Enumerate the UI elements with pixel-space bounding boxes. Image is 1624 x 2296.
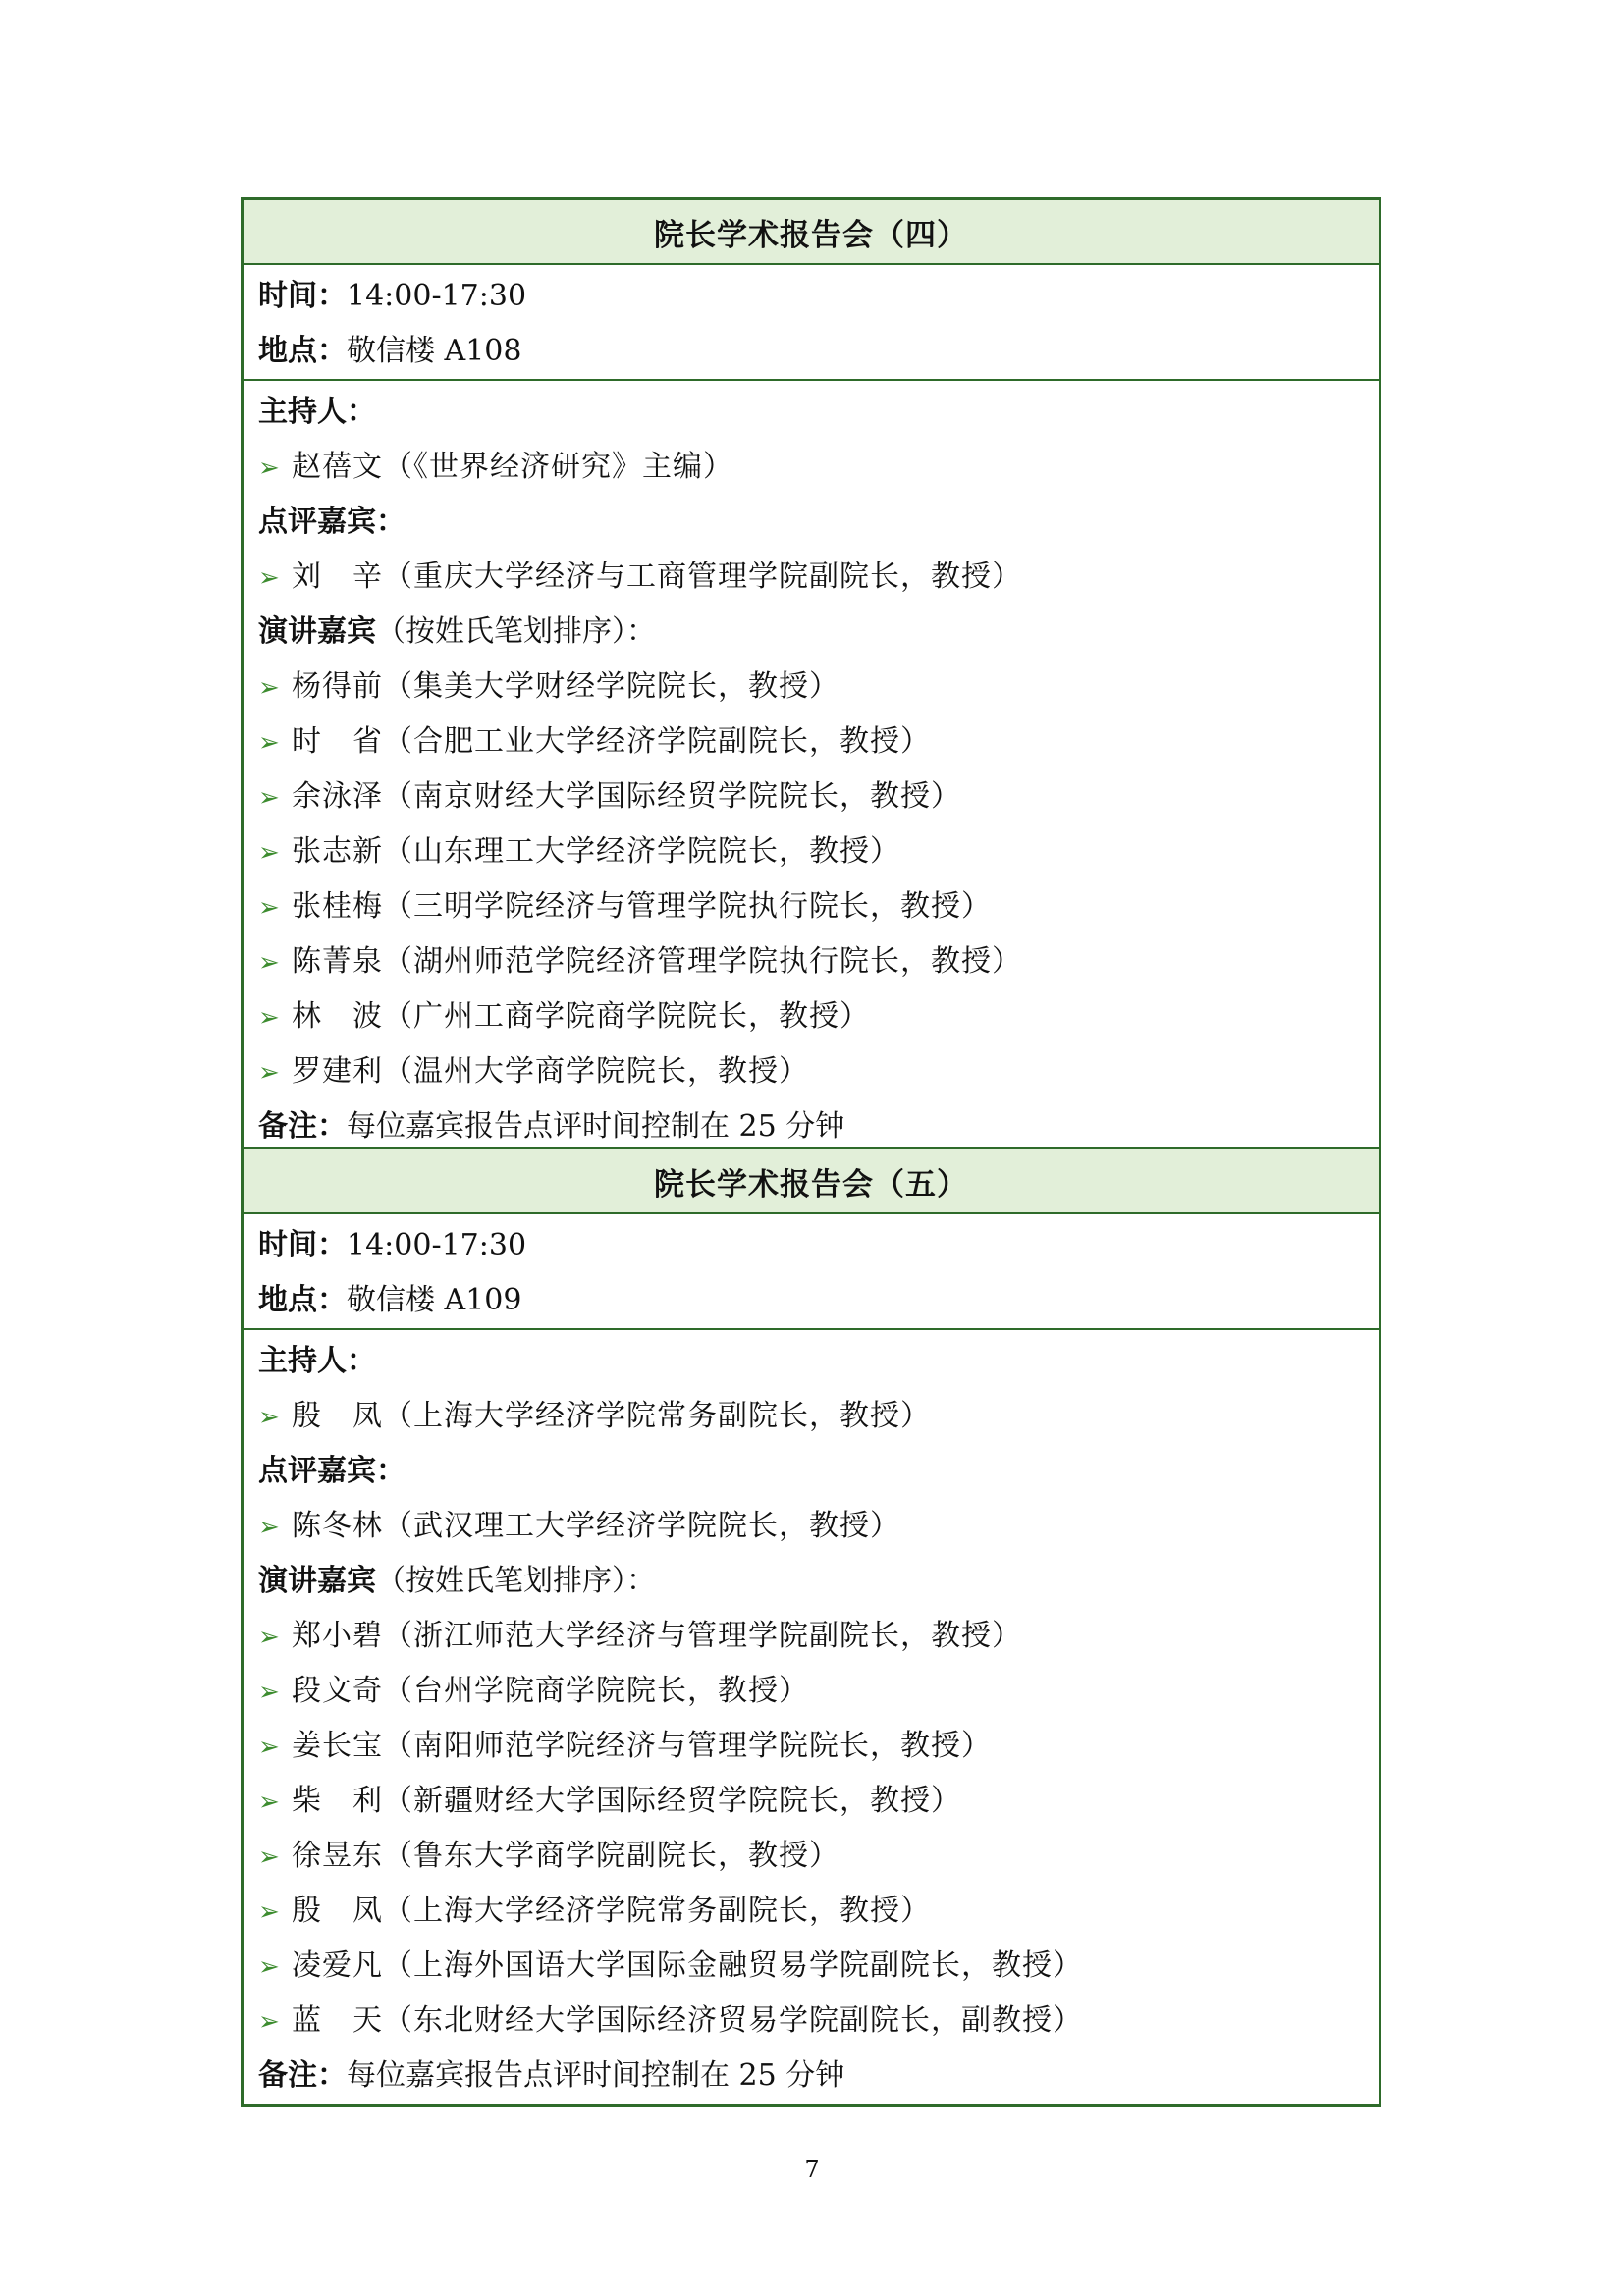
- time-label: 时间：: [258, 279, 347, 313]
- speaker-entry: [258, 880, 1379, 934]
- speakers-heading: [258, 1554, 1379, 1609]
- reviewer-entry: [258, 1499, 1379, 1554]
- speaker-name: 余泳泽（南京财经大学国际经贸学院院长，教授）: [292, 779, 961, 814]
- remark-label: 备注：: [258, 2058, 347, 2093]
- speaker-entry: [258, 715, 1379, 770]
- session-title: 院长学术报告会（五）: [244, 1149, 1379, 1214]
- speakers-label: 演讲嘉宾: [258, 614, 376, 649]
- host-name: 赵蓓文（《世界经济研究》主编）: [292, 450, 733, 484]
- arrow-bullet-icon: ➢: [258, 893, 280, 923]
- venue-label: 地点：: [258, 1283, 347, 1317]
- speaker-entry: [258, 1774, 1379, 1829]
- time-value: 14:00-17:30: [347, 1228, 527, 1262]
- session-table-4: [241, 197, 1381, 1157]
- speaker-entry: [258, 989, 1379, 1044]
- participants-section: [244, 381, 1379, 1154]
- speakers-note: （按姓氏笔划排序）：: [376, 1564, 656, 1598]
- arrow-bullet-icon: ➢: [258, 673, 280, 703]
- speaker-entry: [258, 1719, 1379, 1774]
- arrow-bullet-icon: ➢: [258, 838, 280, 868]
- speaker-name: 张桂梅（三明学院经济与管理学院执行院长，教授）: [292, 889, 992, 924]
- arrow-bullet-icon: ➢: [258, 1678, 280, 1707]
- arrow-bullet-icon: ➢: [258, 948, 280, 978]
- remark-row: [258, 2049, 1379, 2104]
- reviewer-entry: [258, 550, 1379, 605]
- speaker-name: 时 省（合肥工业大学经济学院副院长，教授）: [292, 724, 931, 759]
- speaker-entry: [258, 1884, 1379, 1939]
- session-title: 院长学术报告会（四）: [244, 200, 1379, 265]
- reviewer-name: 刘 辛（重庆大学经济与工商管理学院副院长，教授）: [292, 560, 1022, 594]
- speaker-entry: [258, 1664, 1379, 1719]
- arrow-bullet-icon: ➢: [258, 1952, 280, 1982]
- venue-value: 敬信楼 A109: [347, 1283, 522, 1317]
- time-label: 时间：: [258, 1228, 347, 1262]
- speaker-name: 姜长宝（南阳师范学院经济与管理学院院长，教授）: [292, 1729, 992, 1763]
- time-row: [258, 1218, 1379, 1273]
- arrow-bullet-icon: ➢: [258, 2007, 280, 2037]
- speaker-entry: [258, 1044, 1379, 1099]
- time-venue-section: [244, 265, 1379, 381]
- arrow-bullet-icon: ➢: [258, 1058, 280, 1088]
- speaker-entry: [258, 1609, 1379, 1664]
- arrow-bullet-icon: ➢: [258, 563, 280, 593]
- venue-row: [258, 324, 1379, 379]
- arrow-bullet-icon: ➢: [258, 454, 280, 483]
- speaker-name: 罗建利（温州大学商学院院长，教授）: [292, 1054, 809, 1089]
- speakers-label: 演讲嘉宾: [258, 1564, 376, 1598]
- participants-section: [244, 1330, 1379, 2104]
- speakers-note: （按姓氏笔划排序）：: [376, 614, 656, 649]
- arrow-bullet-icon: ➢: [258, 1842, 280, 1872]
- speaker-entry: [258, 1939, 1379, 1994]
- time-value: 14:00-17:30: [347, 279, 527, 313]
- speaker-name: 杨得前（集美大学财经学院院长，教授）: [292, 669, 839, 704]
- speaker-name: 段文奇（台州学院商学院院长，教授）: [292, 1674, 809, 1708]
- reviewer-label: 点评嘉宾：: [258, 505, 406, 539]
- time-row: [258, 269, 1379, 324]
- speakers-heading: [258, 605, 1379, 660]
- speaker-entry: [258, 660, 1379, 715]
- remark-text: 每位嘉宾报告点评时间控制在 25 分钟: [347, 2058, 845, 2093]
- host-label: 主持人：: [258, 1344, 376, 1378]
- arrow-bullet-icon: ➢: [258, 1733, 280, 1762]
- host-entry: [258, 440, 1379, 495]
- speaker-entry: [258, 1829, 1379, 1884]
- venue-value: 敬信楼 A108: [347, 334, 522, 368]
- reviewer-name: 陈冬林（武汉理工大学经济学院院长，教授）: [292, 1509, 900, 1543]
- host-name: 殷 凤（上海大学经济学院常务副院长，教授）: [292, 1399, 931, 1433]
- speaker-entry: [258, 770, 1379, 825]
- arrow-bullet-icon: ➢: [258, 1513, 280, 1542]
- speaker-name: 徐昱东（鲁东大学商学院副院长，教授）: [292, 1839, 839, 1873]
- session-table-5: [241, 1147, 1381, 2107]
- host-entry: [258, 1389, 1379, 1444]
- arrow-bullet-icon: ➢: [258, 1403, 280, 1432]
- time-venue-section: [244, 1214, 1379, 1330]
- speaker-name: 柴 利（新疆财经大学国际经贸学院院长，教授）: [292, 1784, 961, 1818]
- arrow-bullet-icon: ➢: [258, 728, 280, 758]
- remark-text: 每位嘉宾报告点评时间控制在 25 分钟: [347, 1109, 845, 1144]
- speaker-name: 郑小碧（浙江师范大学经济与管理学院副院长，教授）: [292, 1619, 1022, 1653]
- speaker-name: 蓝 天（东北财经大学国际经济贸易学院副院长，副教授）: [292, 2003, 1083, 2038]
- speaker-name: 陈菁泉（湖州师范学院经济管理学院执行院长，教授）: [292, 944, 1022, 979]
- arrow-bullet-icon: ➢: [258, 1623, 280, 1652]
- remark-label: 备注：: [258, 1109, 347, 1144]
- speaker-name: 林 波（广州工商学院商学院院长，教授）: [292, 999, 870, 1034]
- arrow-bullet-icon: ➢: [258, 1897, 280, 1927]
- arrow-bullet-icon: ➢: [258, 783, 280, 813]
- reviewer-label: 点评嘉宾：: [258, 1454, 406, 1488]
- speaker-name: 张志新（山东理工大学经济学院院长，教授）: [292, 834, 900, 869]
- venue-row: [258, 1273, 1379, 1328]
- speaker-name: 凌爱凡（上海外国语大学国际金融贸易学院副院长，教授）: [292, 1949, 1083, 1983]
- page-number: 7: [804, 2156, 820, 2183]
- arrow-bullet-icon: ➢: [258, 1003, 280, 1033]
- speaker-entry: [258, 825, 1379, 880]
- arrow-bullet-icon: ➢: [258, 1788, 280, 1817]
- host-label: 主持人：: [258, 395, 376, 429]
- speaker-entry: [258, 1994, 1379, 2049]
- speaker-entry: [258, 934, 1379, 989]
- speaker-name: 殷 凤（上海大学经济学院常务副院长，教授）: [292, 1894, 931, 1928]
- venue-label: 地点：: [258, 334, 347, 368]
